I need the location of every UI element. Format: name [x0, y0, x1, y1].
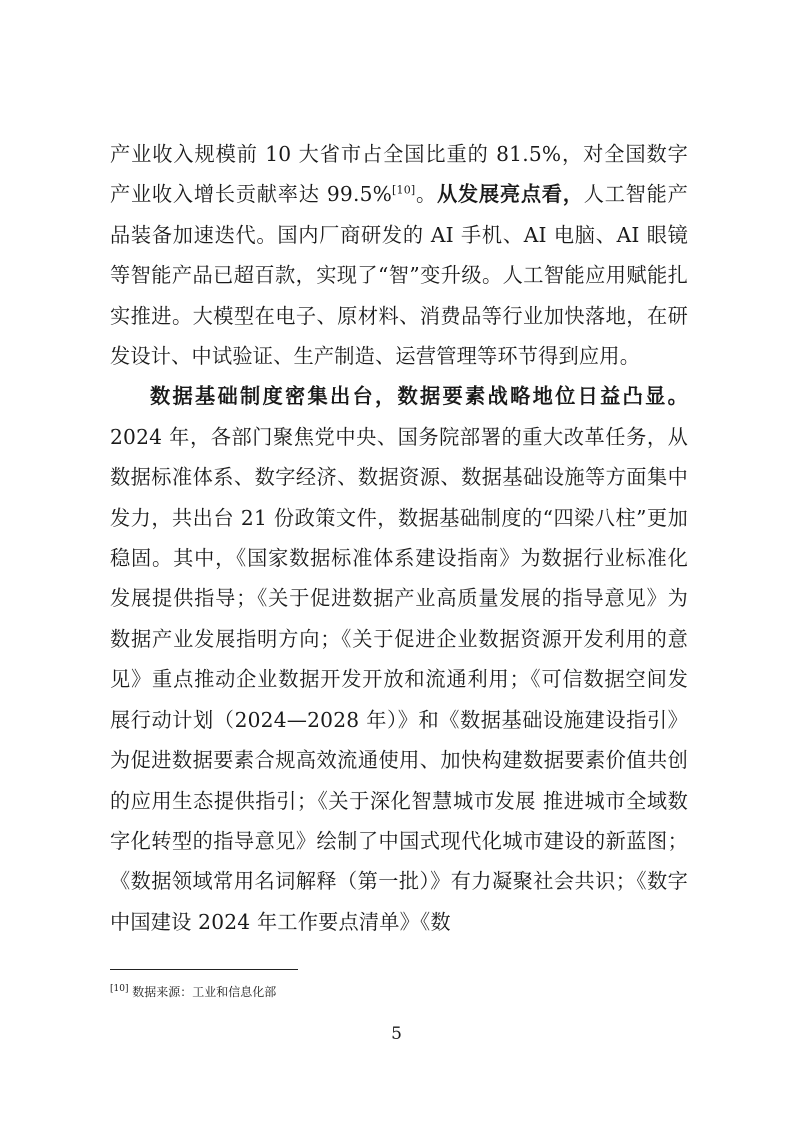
paragraph-text: 2024 年，各部门聚焦党中央、国务院部署的重大改革任务，从数据标准体系、数字经济、数据资源、数据基础设施等方面集中发力，共出台 21 份政策文件，数据基础制度的“四梁八柱”更加稳固。其中，《国家数据标准体系建设指南》为数据行业标准化发展提供指导；《关于促进数据产业高质量发展的指导意见》为数据产业发展指明方向；《关于促进企业数据资源开发利用的意见》重点推动企业数据开发开放和流通利用；《可信数据空间发展行动计划（2024—2028 年）》和《数据基础设施建设指引》为促进数据要素合规高效流通使用、加快构建数据要素价值共创的应用生态提供指引；《关于深化智慧城市发展 推进城市全域数字化转型的指导意见》绘制了中国式现代化城市建设的新蓝图；《数据领域常用名词解释（第一批）》有力凝聚社会共识；《数字中国建设 2024 年工作要点清单》《数 — [110, 424, 688, 934]
bold-lead-phrase: 从发展亮点看， — [436, 182, 584, 207]
footnote-divider — [110, 969, 298, 970]
paragraph-text: 人工智能产品装备加速迭代。国内厂商研发的 AI 手机、AI 电脑、AI 眼镜等智能产品已超百款，实现了“智”变升级。人工智能应用赋能扎实推进。大模型在电子、原材料、消费品等行业加快落地，在研发设计、中试验证、生产制造、运营管理等环节得到应用。 — [110, 182, 689, 369]
footnote — [110, 984, 276, 1000]
paragraph-text: 产业收入规模前 10 大省市占全国比重的 81.5%，对全国数字产业收入增长贡献率达 99.5% — [110, 142, 688, 207]
footnote-text: 数据来源：工业和信息化部 — [128, 985, 277, 999]
paragraph-text: 。 — [415, 182, 437, 207]
footnote-marker: [10] — [110, 984, 129, 994]
paragraph-digital-industry — [110, 134, 688, 376]
document-body — [110, 134, 688, 942]
paragraph-data-elements — [110, 376, 688, 942]
page-number: 5 — [391, 1024, 402, 1044]
bold-lead-phrase: 数据基础制度密集出台，数据要素战略地位日益凸显。 — [150, 384, 688, 409]
footnote-reference[interactable]: [10] — [392, 183, 416, 197]
